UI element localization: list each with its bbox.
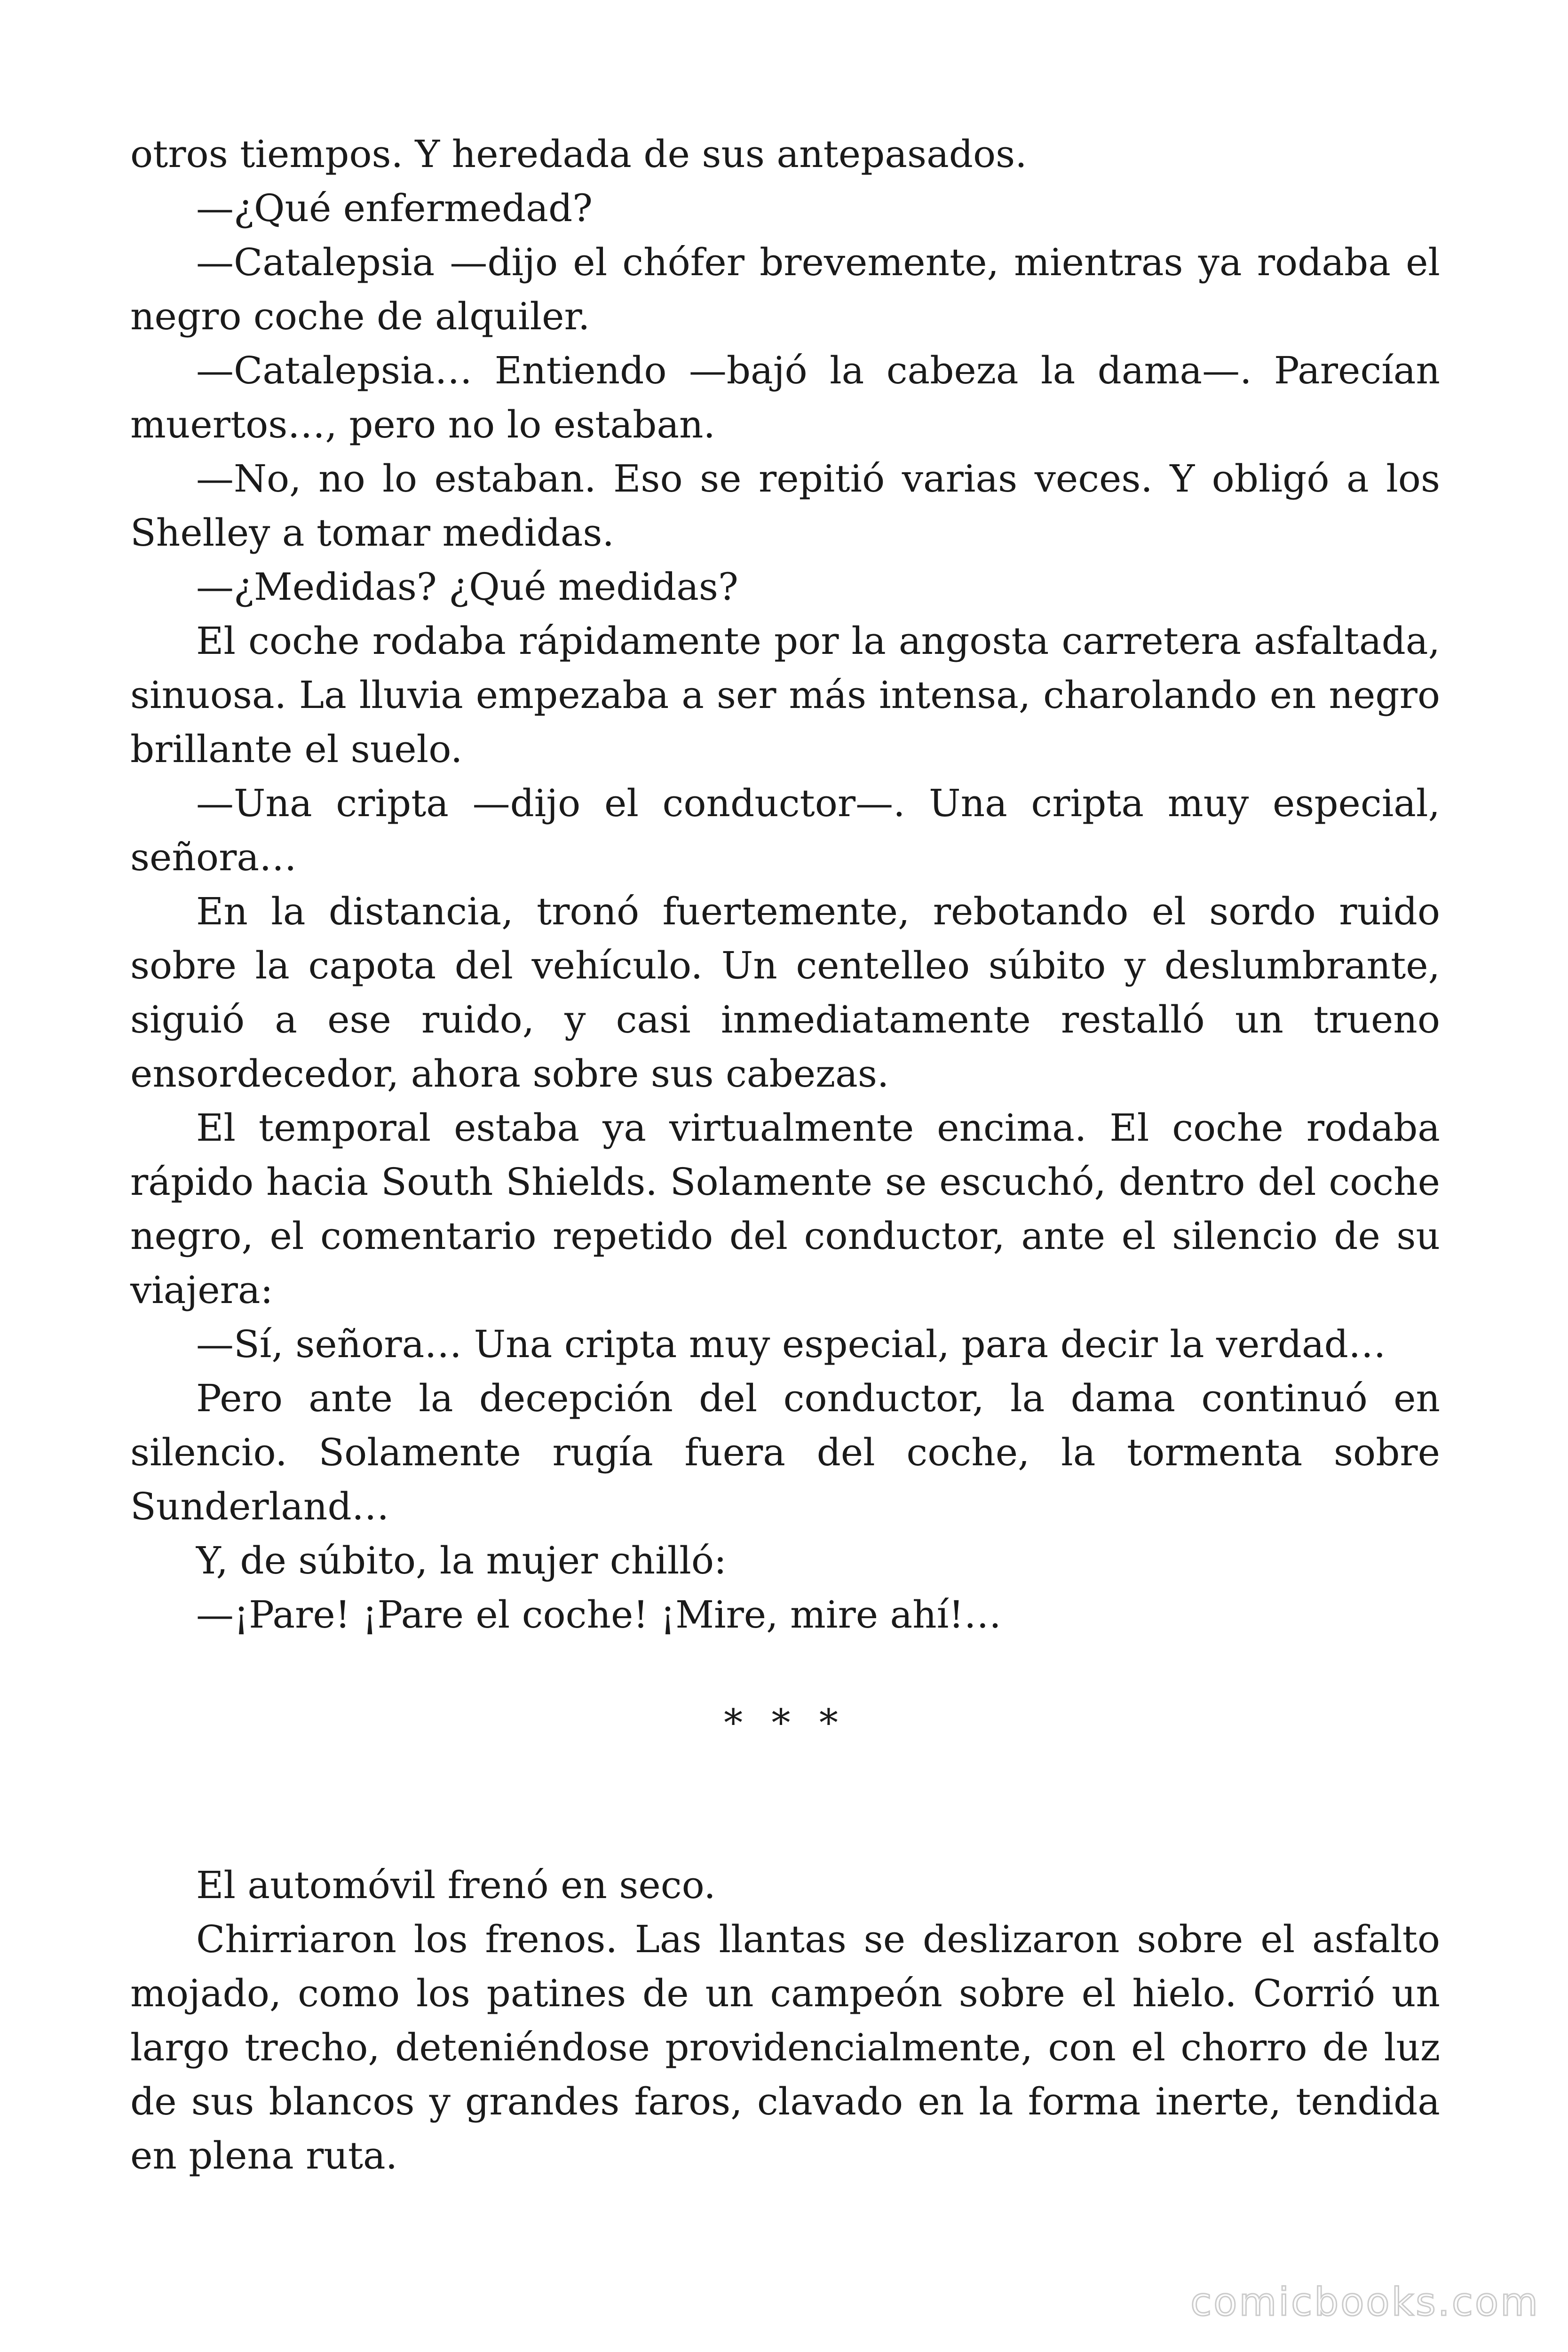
section-break: * * *	[724, 1701, 847, 1745]
dialogue-paragraph: —Una cripta —dijo el conductor—. Una cripta muy especial, señora…	[130, 781, 1440, 879]
dialogue-paragraph: —Catalepsia… Entiendo —bajó la cabeza la dama—. Parecían muertos…, pero no lo estaban.	[130, 349, 1440, 446]
narrative-paragraph: Chirriaron los frenos. Las llantas se deslizaron sobre el asfalto mojado, como los patines de un campeón sobre el hielo. Corrió un largo trecho, deteniéndose providencialmente, con el chorro de luz de sus blancos y grandes faros, clavado en la forma inerte, tendida en plena ruta.	[130, 1917, 1440, 2177]
narrative-paragraph: Y, de súbito, la mujer chilló:	[196, 1539, 727, 1582]
paragraph-continuation: otros tiempos. Y heredada de sus antepasados.	[130, 132, 1027, 176]
narrative-paragraph: El temporal estaba ya virtualmente encima. El coche rodaba rápido hacia South Shields. Solamente se escuchó, dentro del coche negro, el comentario repetido del conductor, ante el silencio de su viajera:	[130, 1106, 1440, 1312]
narrative-paragraph: El coche rodaba rápidamente por la angosta carretera asfaltada, sinuosa. La lluvia empezaba a ser más intensa, charolando en negro brillante el suelo.	[130, 619, 1440, 771]
dialogue-paragraph: —¿Qué enfermedad?	[196, 186, 593, 230]
dialogue-paragraph: —¿Medidas? ¿Qué medidas?	[196, 565, 738, 609]
dialogue-paragraph: —¡Pare! ¡Pare el coche! ¡Mire, mire ahí!…	[196, 1593, 1002, 1637]
narrative-paragraph: Pero ante la decepción del conductor, la dama continuó en silencio. Solamente rugía fuera del coche, la tormenta sobre Sunderland…	[130, 1376, 1440, 1528]
watermark-text: comicbooks.com	[1190, 2280, 1540, 2325]
dialogue-paragraph: —No, no lo estaban. Eso se repitió varias veces. Y obligó a los Shelley a tomar medidas.	[130, 457, 1440, 555]
dialogue-paragraph: —Catalepsia —dijo el chófer brevemente, mientras ya rodaba el negro coche de alquiler.	[130, 240, 1440, 338]
dialogue-paragraph: —Sí, señora… Una cripta muy especial, para decir la verdad…	[196, 1322, 1386, 1366]
page-body	[130, 127, 1440, 2183]
narrative-paragraph: En la distancia, tronó fuertemente, rebotando el sordo ruido sobre la capota del vehículo. Un centelleo súbito y deslumbrante, siguió a ese ruido, y casi inmediatamente restalló un trueno ensordecedor, ahora sobre sus cabezas.	[130, 890, 1440, 1096]
narrative-paragraph: El automóvil frenó en seco.	[196, 1863, 716, 1907]
